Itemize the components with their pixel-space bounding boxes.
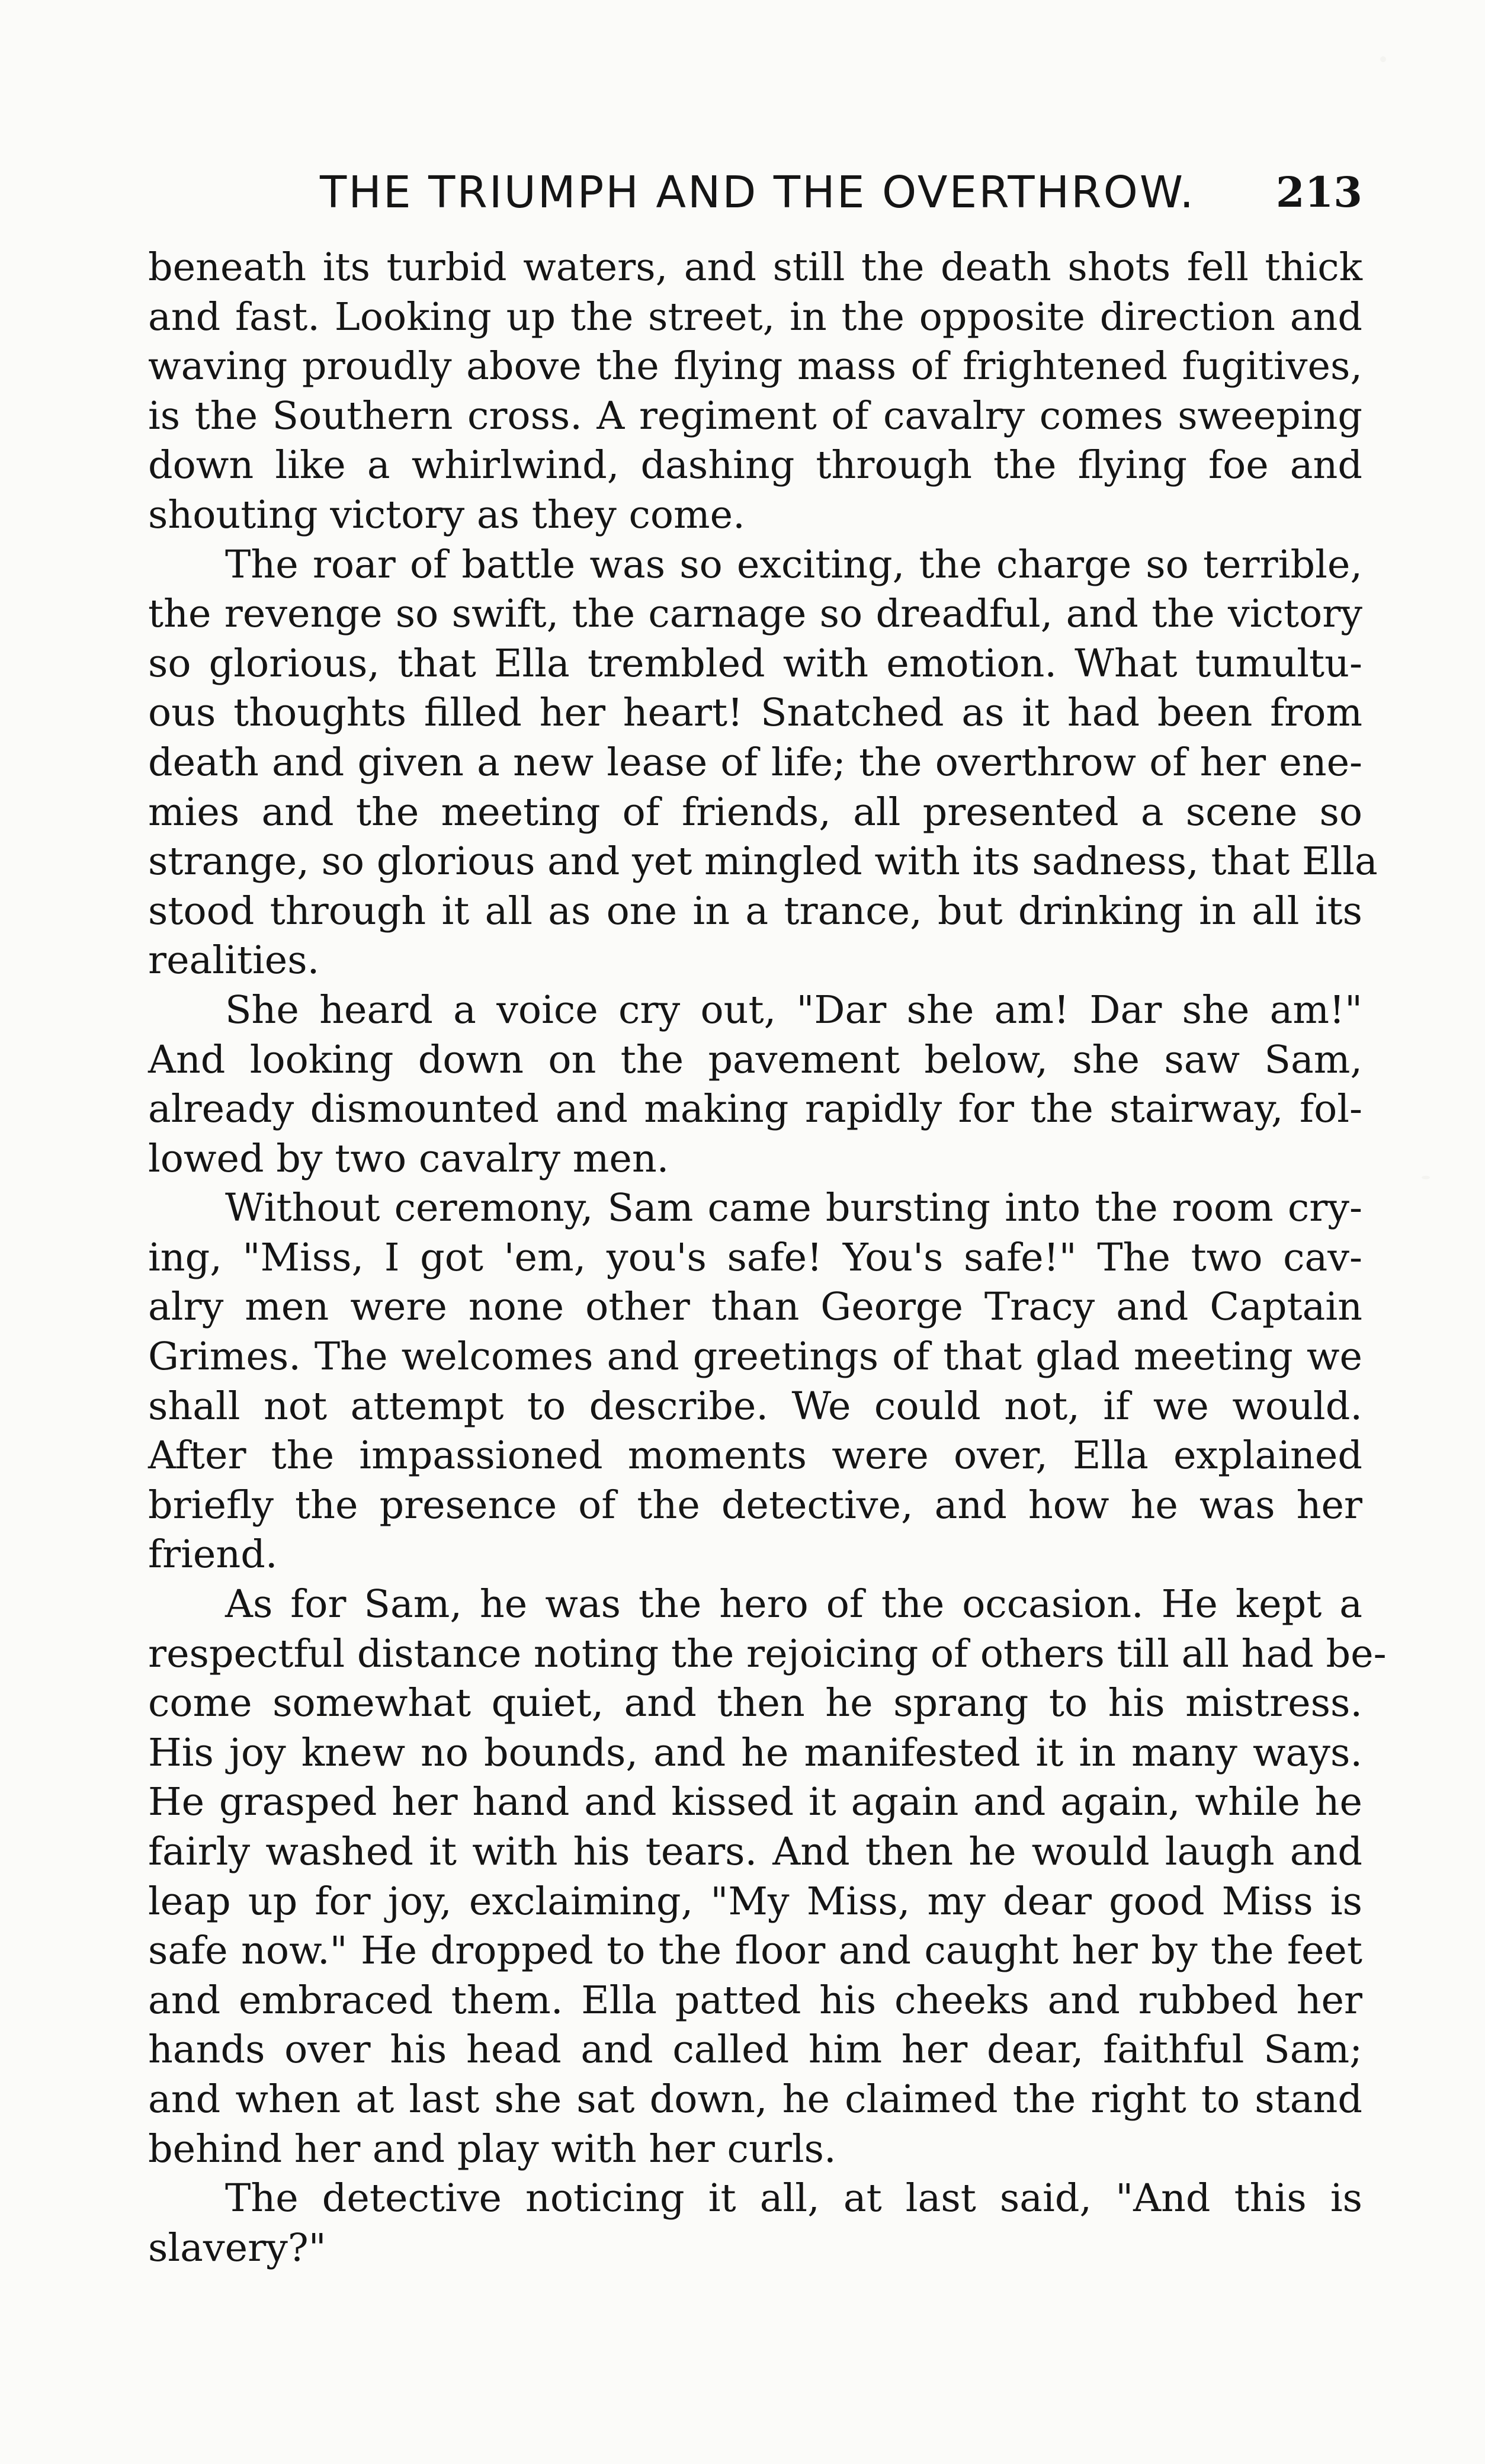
text-line: hands over his head and called him her dear, faithful Sam; (148, 2027, 1362, 2072)
text-line: After the impassioned moments were over, Ella explained (148, 1433, 1362, 1478)
text-line: the revenge so swift, the carnage so dreadful, and the victory (148, 592, 1362, 637)
running-title: THE TRIUMPH AND THE OVERTHROW. (320, 167, 1196, 218)
text-line: As for Sam, he was the hero of the occasion. He kept a (225, 1582, 1362, 1627)
text-line: safe now." He dropped to the floor and caught her by the feet (148, 1929, 1362, 1974)
text-line: leap up for joy, exclaiming, "My Miss, my dear good Miss is (148, 1879, 1362, 1924)
text-line: mies and the meeting of friends, all presented a scene so (148, 790, 1362, 835)
paper-speck (1380, 56, 1386, 62)
running-header (148, 160, 1362, 225)
text-line: friend. (148, 1532, 278, 1577)
paragraph (148, 986, 1362, 1183)
text-line: ous thoughts filled her heart! Snatched as it had been from (148, 691, 1362, 736)
text-line: death and given a new lease of life; the overthrow of her ene- (148, 740, 1362, 785)
text-line: He grasped her hand and kissed it again and again, while he (148, 1780, 1362, 1825)
text-line: waving proudly above the flying mass of frightened fugitives, (148, 344, 1362, 389)
text-line: fairly washed it with his tears. And then he would laugh and (148, 1830, 1362, 1874)
text-line: strange, so glorious and yet mingled with its sadness, that Ella (148, 839, 1378, 884)
text-line: behind her and play with her curls. (148, 2126, 836, 2171)
text-line: lowed by two cavalry men. (148, 1136, 669, 1181)
text-line: respectful distance noting the rejoicing of others till all had be- (148, 1631, 1387, 1676)
text-line: His joy knew no bounds, and he manifested it in many ways. (148, 1730, 1362, 1775)
text-line: so glorious, that Ella trembled with emotion. What tumultu- (148, 641, 1362, 686)
text-line: The roar of battle was so exciting, the charge so terrible, (225, 542, 1362, 587)
text-line: is the Southern cross. A regiment of cavalry comes sweeping (148, 393, 1362, 438)
paragraph (148, 540, 1378, 986)
paragraph (148, 1580, 1387, 2174)
text-line: She heard a voice cry out, "Dar she am! Dar she am!" (225, 987, 1362, 1032)
text-line: and fast. Looking up the street, in the opposite direction and (148, 294, 1362, 339)
text-line: already dismounted and making rapidly for the stairway, fol- (148, 1087, 1362, 1132)
text-line: realities. (148, 938, 320, 983)
paragraph (148, 1183, 1362, 1580)
text-line: stood through it all as one in a trance, but drinking in all its (148, 888, 1362, 933)
text-line: shall not attempt to describe. We could not, if we would. (148, 1384, 1362, 1429)
text-line: slavery?" (148, 2225, 326, 2270)
text-line: and embraced them. Ella patted his cheeks and rubbed her (148, 1978, 1362, 2023)
text-line: The detective noticing it all, at last said, "And this is (225, 2176, 1362, 2221)
text-line: Without ceremony, Sam came bursting into the room cry- (225, 1186, 1362, 1231)
text-line: And looking down on the pavement below, she saw Sam, (148, 1037, 1362, 1082)
text-line: and when at last she sat down, he claimed the right to stand (148, 2077, 1362, 2122)
text-line: alry men were none other than George Tracy and Captain (148, 1285, 1362, 1330)
paragraph (148, 2174, 1362, 2273)
page-number: 213 (1275, 168, 1362, 217)
text-line: ing, "Miss, I got 'em, you's safe! You's safe!" The two cav- (148, 1235, 1362, 1280)
text-line: Grimes. The welcomes and greetings of that glad meeting we (148, 1334, 1362, 1379)
text-line: briefly the presence of the detective, and how he was her (148, 1483, 1362, 1528)
text-line: shouting victory as they come. (148, 492, 745, 537)
body-text (148, 243, 1387, 2273)
paragraph (148, 243, 1362, 540)
text-line: beneath its turbid waters, and still the death shots fell thick (148, 245, 1362, 290)
text-line: come somewhat quiet, and then he sprang to his mistress. (148, 1681, 1362, 1726)
text-line: down like a whirlwind, dashing through the flying foe and (148, 443, 1362, 488)
paper-speck (1422, 1176, 1430, 1179)
